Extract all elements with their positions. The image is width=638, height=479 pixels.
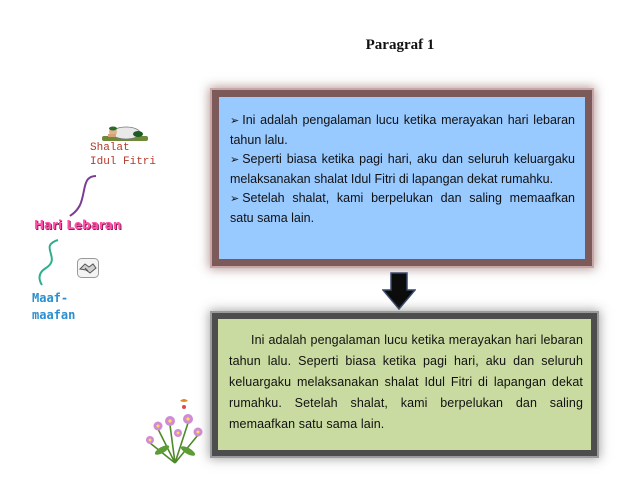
mind-map-maaf-label: Maaf- maafan <box>32 291 76 322</box>
bullet-text-box <box>212 90 592 266</box>
bullet-item <box>230 150 575 189</box>
bullet-text: Seperti biasa ketika pagi hari, aku dan seluruh keluargaku melaksanakan shalat Idul Fitri di lapangan dekat rumahku. <box>230 152 575 186</box>
bullet-arrow-icon: ➢ <box>230 193 240 205</box>
shalat-connector-line <box>70 176 96 216</box>
bullet-text: Ini adalah pengalaman lucu ketika merayakan hari lebaran tahun lalu. <box>230 113 575 147</box>
handshake-icon <box>77 258 99 278</box>
bullet-arrow-icon: ➢ <box>230 154 240 166</box>
paragraph-text-box <box>212 313 597 456</box>
slide-title: Paragraf 1 <box>365 37 435 53</box>
bullet-list <box>230 111 575 228</box>
mind-map-shalat-label: Shalat Idul Fitri <box>90 142 157 168</box>
maaf-connector-line <box>40 240 59 285</box>
paragraph-text: Ini adalah pengalaman lucu ketika merayakan hari lebaran tahun lalu. Seperti biasa ketika pagi hari, aku dan seluruh keluargaku melaksanakan shalat Idul Fitri di lapangan dekat rumahku. Setelah shalat, kami berpelukan dan saling memaafkan satu sama lain. <box>229 333 583 431</box>
flowers-icon <box>140 395 210 465</box>
bullet-arrow-icon: ➢ <box>230 115 240 127</box>
bullet-text: Setelah shalat, kami berpelukan dan saling memaafkan satu sama lain. <box>230 191 575 225</box>
bullet-item <box>230 189 575 228</box>
praying-person-icon <box>102 116 148 142</box>
bullet-item <box>230 111 575 150</box>
mind-map-lebaran-label: Hari Lebaran <box>34 218 122 232</box>
down-arrow-icon <box>382 272 416 310</box>
